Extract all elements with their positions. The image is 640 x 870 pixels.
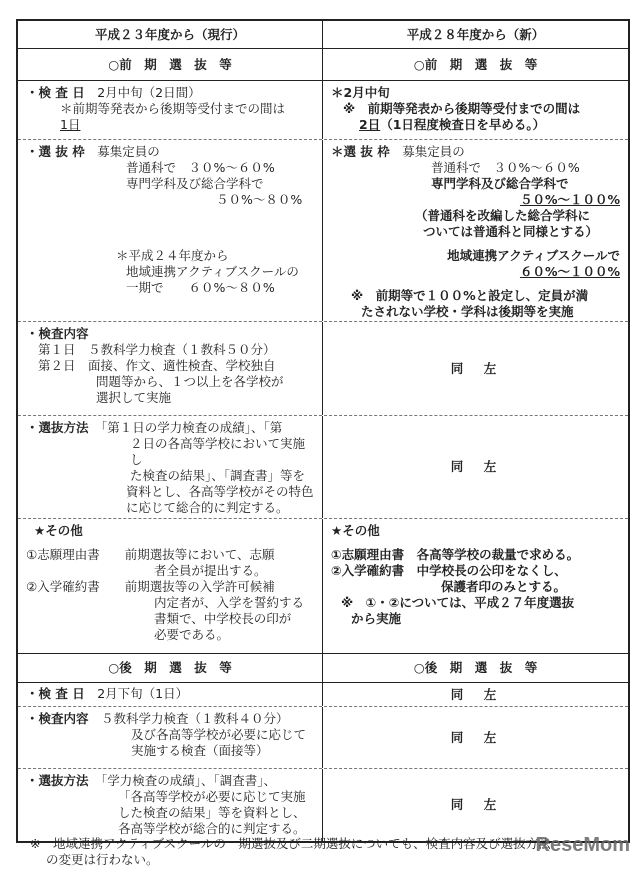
late-content-left xyxy=(18,707,323,768)
early-date-row xyxy=(18,80,628,139)
same-as-left: 同 左 xyxy=(450,459,501,474)
early-other-left xyxy=(18,519,323,653)
header-new: 平成２８年度から（新） xyxy=(406,26,545,42)
text: 「第１日の学力検査の成績」、「第 xyxy=(101,420,283,435)
label: ＊選 抜 枠 xyxy=(331,144,390,159)
text: から実施 xyxy=(351,611,402,626)
same-as-left: 同 左 xyxy=(450,360,501,376)
text: 2月下旬（1日） xyxy=(97,686,189,701)
text: 地域連携アクティブスクールの xyxy=(126,264,299,279)
label: ★その他 xyxy=(331,523,380,538)
text: 必要である。 xyxy=(154,627,230,642)
text: 保護者印のみとする。 xyxy=(441,579,567,594)
text: に応じて総合的に判定する。 xyxy=(126,500,289,515)
early-content-left xyxy=(18,322,323,415)
same-as-left: 同 左 xyxy=(450,797,501,812)
text: した検査の結果」等を資料とし、 xyxy=(118,805,306,820)
header-row xyxy=(18,21,628,48)
text: ①志願理由書 前期選抜等において、志願 xyxy=(26,547,275,562)
text: ②入学確約書 前期選抜等の入学許可候補 xyxy=(26,579,275,594)
text: （1日程度検査日を早める。） xyxy=(380,117,546,132)
text: ６０%～１００% xyxy=(519,264,620,279)
text: たされない学校・学科は後期等を実施 xyxy=(361,304,574,319)
same-as-left: 同 左 xyxy=(450,686,501,702)
text: 募集定員の xyxy=(402,144,465,159)
text: ※ 前期等発表から後期等受付までの間は xyxy=(343,101,581,116)
early-waku-row xyxy=(18,139,628,321)
label: ・選 抜 枠 xyxy=(26,144,85,159)
early-title-left: ○前 期 選 抜 等 xyxy=(18,49,323,80)
text: ＊平成２４年度から xyxy=(116,248,229,263)
text: 専門学科及び総合学科で xyxy=(431,176,569,191)
text: 選択して実施 xyxy=(96,390,172,405)
text: 普通科で ３０%～６０% xyxy=(126,160,275,175)
footnote-line: ※ 地域連携アクティブスクールの一期選抜及び二期選抜についても、検査内容及び選抜方法 xyxy=(30,836,551,851)
early-waku-left xyxy=(18,140,323,321)
label: ・選抜方法 xyxy=(26,420,89,435)
early-content-row xyxy=(18,321,628,415)
text: 募集定員の xyxy=(97,144,160,159)
text: ＊2月中旬 xyxy=(331,85,390,100)
early-section-row xyxy=(18,48,628,80)
label: ・検 査 日 xyxy=(26,85,85,100)
late-method-row xyxy=(18,768,628,841)
text: 専門学科及び総合学科で xyxy=(126,176,264,191)
text: 2月中旬（2日間） xyxy=(97,85,201,100)
text: 第２日 面接、作文、適性検査、学校独自 xyxy=(38,358,276,373)
text: 「各高等学校が必要に応じて実施 xyxy=(118,789,306,804)
late-section-row xyxy=(18,653,628,682)
footnote xyxy=(30,836,620,868)
early-date-right xyxy=(323,81,628,139)
early-title-right: ○前 期 選 抜 等 xyxy=(413,56,538,72)
text: ５０%～８０% xyxy=(216,192,303,207)
text: ①志願理由書 各高等学校の裁量で求める。 xyxy=(331,547,580,562)
text: 実施する検査（面接等） xyxy=(131,743,269,758)
text: 地域連携アクティブスクールで xyxy=(447,248,620,263)
text: 問題等から、１つ以上を各学校が xyxy=(96,374,284,389)
text: ②入学確約書 中学校長の公印をなくし、 xyxy=(331,563,567,578)
text: 2日 xyxy=(359,117,381,132)
text: 一期で ６０%～８０% xyxy=(126,280,275,295)
text: ５教科学力検査（１教科４０分） xyxy=(101,711,289,726)
text: 第１日 ５教科学力検査（１教科５０分） xyxy=(38,342,276,357)
same-as-left: 同 左 xyxy=(450,729,501,745)
early-other-row xyxy=(18,518,628,653)
text: 「学力検査の成績」、「調査書」、 xyxy=(101,773,277,788)
text: 内定者が、入学を誓約する xyxy=(154,595,305,610)
header-current: 平成２３年度から（現行） xyxy=(18,21,323,48)
text: 各高等学校が総合的に判定する。 xyxy=(118,821,306,836)
text: ついては普通科と同様とする） xyxy=(423,224,599,239)
early-date-left xyxy=(18,81,323,139)
comparison-table xyxy=(16,19,630,843)
text: ２日の各高等学校において実施し xyxy=(130,436,306,467)
text: ※ ①・②については、平成２７年度選抜 xyxy=(341,595,575,610)
label: ・検査内容 xyxy=(26,326,89,341)
text: 者全員が提出する。 xyxy=(154,563,267,578)
late-method-left xyxy=(18,769,323,841)
label: ・検査内容 xyxy=(26,711,89,726)
text: 普通科で ３０%～６０% xyxy=(431,160,580,175)
late-date-row xyxy=(18,682,628,706)
text: 書類で、中学校長の印が xyxy=(154,611,292,626)
label: ・選抜方法 xyxy=(26,773,89,788)
text: 資料とし、各高等学校がその特色 xyxy=(126,484,314,499)
text: 1日 xyxy=(60,117,81,132)
text: ※ 前期等で１００%と設定し、定員が満 xyxy=(351,288,589,303)
watermark-logo: ReseMom xyxy=(535,834,630,856)
early-waku-right xyxy=(323,140,628,321)
text: 及び各高等学校が必要に応じて xyxy=(131,727,307,742)
late-date-left xyxy=(18,683,323,706)
text: た検査の結果」、「調査書」等を xyxy=(130,468,306,483)
early-other-right xyxy=(323,519,628,653)
label: ・検 査 日 xyxy=(26,686,85,701)
early-method-left xyxy=(18,416,323,518)
label: ★その他 xyxy=(34,523,83,538)
text: ＊前期等発表から後期等受付までの間は xyxy=(60,101,286,116)
late-content-row xyxy=(18,706,628,768)
text: ５０%～１００% xyxy=(519,192,620,207)
early-method-row xyxy=(18,415,628,518)
late-title-right: ○後 期 選 抜 等 xyxy=(413,660,538,675)
text: （普通科を改編した総合学科に xyxy=(415,208,591,223)
footnote-line: の変更は行わない。 xyxy=(46,852,159,867)
late-title-left: ○後 期 選 抜 等 xyxy=(18,654,323,682)
